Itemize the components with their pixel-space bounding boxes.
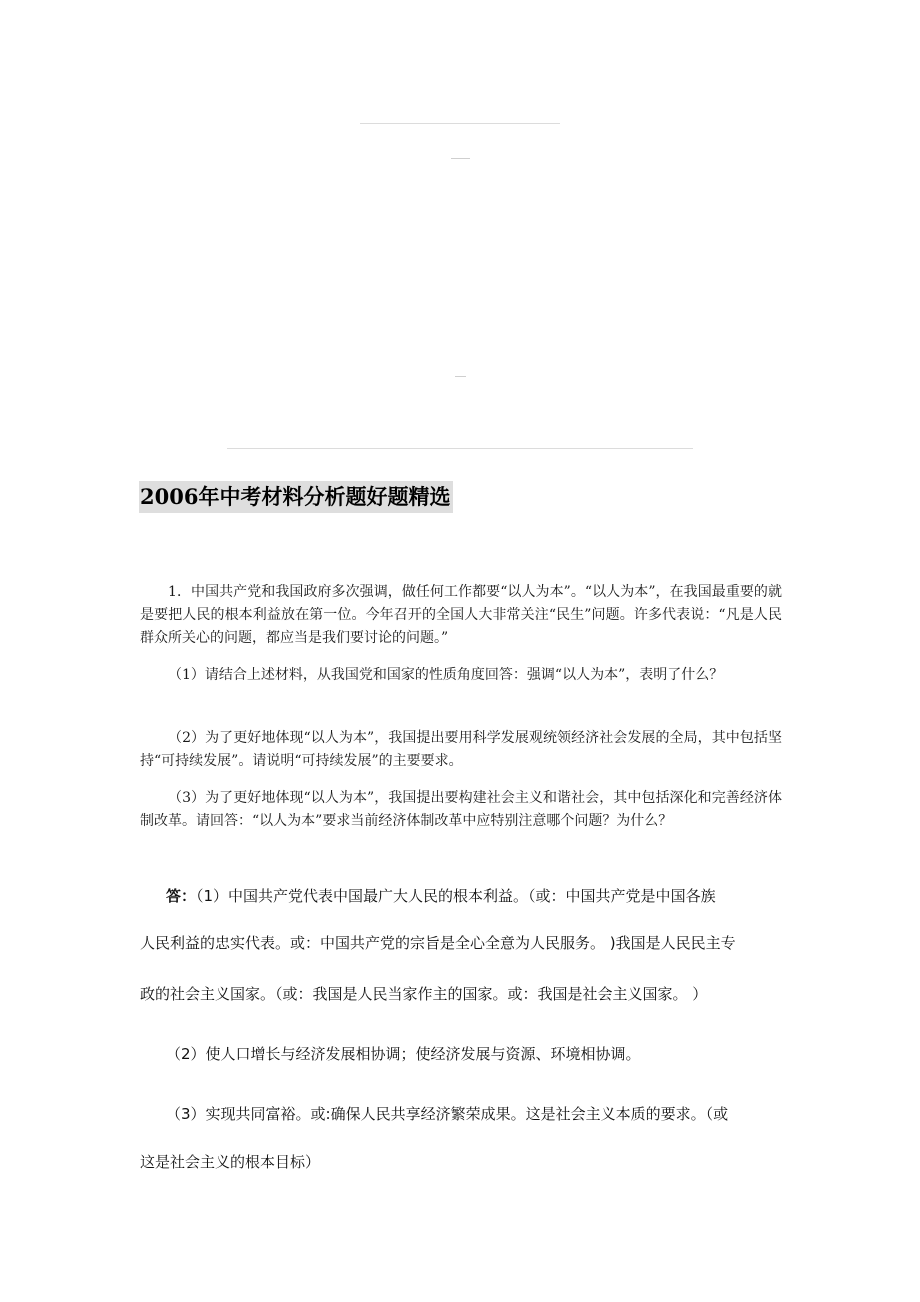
sub-question-2: （2）为了更好地体现“以人为本”，我国提出要用科学发展观统领经济社会发展的全局，其中包括坚持“可持续发展”。请说明“可持续发展”的主要要求。 <box>140 730 782 769</box>
header-divider <box>360 123 560 124</box>
document-title: 2006年中考材料分析题好题精选 <box>139 481 453 513</box>
answer-3-line-1: （3）实现共同富裕。或:确保人民共享经济繁荣成果。这是社会主义本质的要求。（或 <box>166 1105 729 1123</box>
answer-label: 答： <box>166 887 197 905</box>
sub-question-3: （3）为了更好地体现“以人为本”，我国提出要构建社会主义和谐社会，其中包括深化和完善经济体制改革。请回答：“以人为本”要求当前经济体制改革中应特别注意哪个问题？为什么？ <box>140 790 782 829</box>
footer-divider <box>227 448 693 449</box>
answer-3-line-2: 这是社会主义的根本目标） <box>140 1153 321 1171</box>
answer-1-text: （1）中国共产党代表中国最广大人民的根本利益。（或：中国共产党是中国各族 <box>196 887 716 905</box>
sub-question-1: （1）请结合上述材料，从我国党和国家的性质角度回答：强调“以人为本”，表明了什么？ <box>168 667 724 683</box>
header-dash <box>451 158 470 159</box>
footer-dash <box>455 376 466 377</box>
answer-1-line-3: 政的社会主义国家。（或：我国是人民当家作主的国家。或：我国是社会主义国家。 ） <box>140 985 708 1003</box>
answer-1-line-2: 人民利益的忠实代表。或：中国共产党的宗旨是全心全意为人民服务。 )我国是人民民主专 <box>140 934 736 952</box>
answer-1-line-1 <box>166 886 810 906</box>
question-intro: 1．中国共产党和我国政府多次强调，做任何工作都要“以人为本”。“以人为本”，在我国最重要的就是要把人民的根本利益放在第一位。今年召开的全国人大非常关注“民生”问题。许多代表说：“凡是人民群众所关心的问题，都应当是我们要讨论的问题。” <box>140 584 782 646</box>
answer-2: （2）使人口增长与经济发展相协调；使经济发展与资源、环境相协调。 <box>166 1045 641 1063</box>
